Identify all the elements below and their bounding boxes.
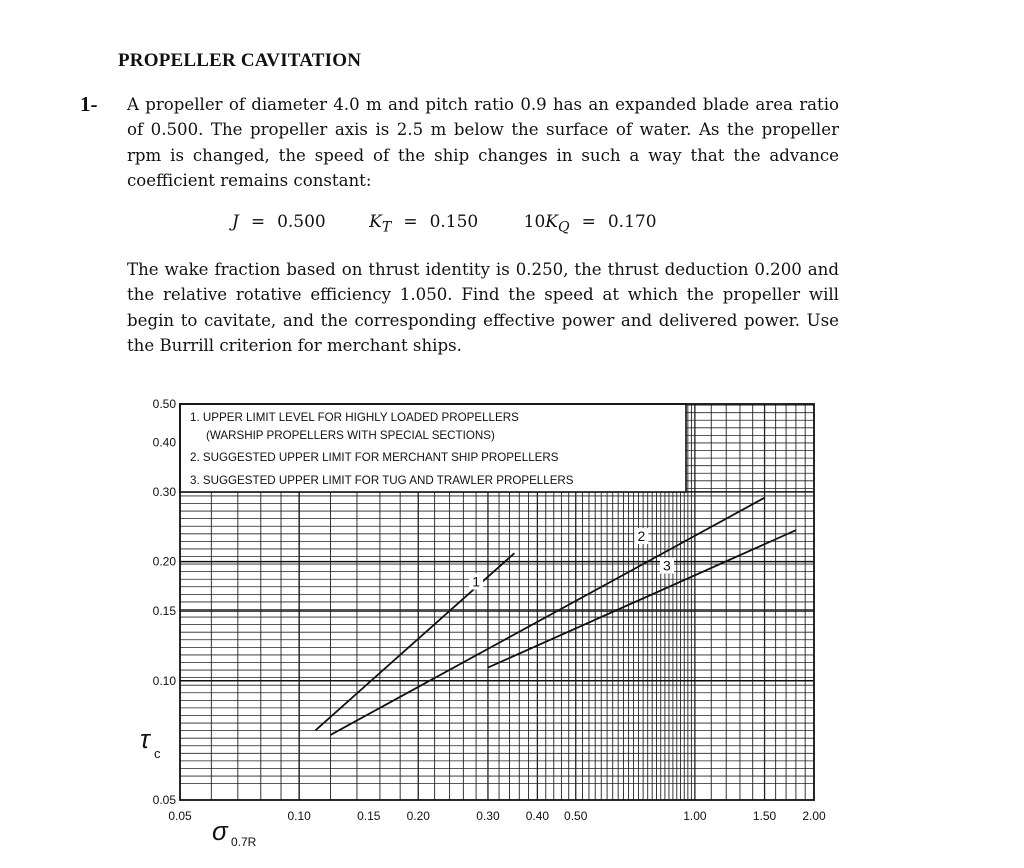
x-tick-label: 0.10 xyxy=(287,809,311,823)
kt-subscript: T xyxy=(381,219,392,236)
problem-paragraph-2: The wake fraction based on thrust identity is 0.250, the thrust deduction 0.200 and the relative rotative efficiency 1.050. Find the speed at which the propeller will begin to cavitate, and the corresponding effective power and delivered power. Use the Burrill criterion for merchant ships. xyxy=(127,260,839,355)
legend-entry: 3. SUGGESTED UPPER LIMIT FOR TUG AND TRAWLER PROPELLERS xyxy=(190,474,574,487)
x-axis-title-subscript: 0.7R xyxy=(231,835,257,849)
kq-value: 0.170 xyxy=(607,212,657,232)
kq-prefix: 10 xyxy=(523,212,546,232)
legend-entry: (WARSHIP PROPELLERS WITH SPECIAL SECTIONS) xyxy=(206,429,495,442)
kq-equals: = xyxy=(581,212,596,232)
chart-axis-titles xyxy=(140,724,257,849)
x-tick-label: 0.05 xyxy=(168,809,192,823)
y-tick-label: 0.05 xyxy=(152,793,176,807)
y-tick-label: 0.10 xyxy=(152,673,176,688)
series-line-2 xyxy=(331,498,765,735)
series-label-2: 2 xyxy=(637,528,646,545)
x-tick-label: 0.30 xyxy=(476,809,500,823)
y-tick-label: 0.50 xyxy=(152,397,176,411)
kt-equals: = xyxy=(403,212,418,232)
question-number: 1- xyxy=(80,92,98,116)
x-tick-label: 2.00 xyxy=(802,809,826,823)
y-tick-label: 0.30 xyxy=(152,484,176,499)
y-tick-label: 0.40 xyxy=(152,435,176,450)
series-label-1: 1 xyxy=(472,573,481,590)
chart-series xyxy=(316,498,796,735)
kt-symbol: K xyxy=(369,212,382,232)
legend-entry: 2. SUGGESTED UPPER LIMIT FOR MERCHANT SHIP PROPELLERS xyxy=(190,451,559,464)
j-symbol: J xyxy=(232,212,239,232)
problem-paragraph-1: A propeller of diameter 4.0 m and pitch ratio 0.9 has an expanded blade area ratio of 0.500. The propeller axis is 2.5 m below the surface of water. As the propeller rpm is changed, the speed of the ship changes in such a way that the advance coefficient remains constant: xyxy=(127,95,839,190)
series-label-3: 3 xyxy=(663,557,671,574)
y-axis-title: τ xyxy=(140,724,150,754)
x-tick-label: 0.20 xyxy=(406,809,430,823)
kt-value: 0.150 xyxy=(429,212,479,232)
j-value: 0.500 xyxy=(277,212,326,232)
y-tick-label: 0.15 xyxy=(152,604,176,619)
x-axis-title: σ xyxy=(212,816,228,846)
x-tick-label: 1.00 xyxy=(683,809,707,823)
document-title: PROPELLER CAVITATION xyxy=(118,50,362,71)
kq-subscript: Q xyxy=(557,219,570,236)
x-tick-label: 0.15 xyxy=(357,809,381,823)
x-tick-label: 0.50 xyxy=(564,809,588,823)
x-tick-label: 1.50 xyxy=(752,809,777,823)
j-equals: = xyxy=(250,212,266,232)
y-tick-label: 0.20 xyxy=(152,554,176,569)
kq-symbol: K xyxy=(545,212,558,232)
series-line-1 xyxy=(316,553,515,730)
legend-entry: 1. UPPER LIMIT LEVEL FOR HIGHLY LOADED PROPELLERS xyxy=(190,411,519,424)
y-axis-title-subscript: c xyxy=(154,746,161,761)
x-tick-label: 0.40 xyxy=(525,809,550,823)
